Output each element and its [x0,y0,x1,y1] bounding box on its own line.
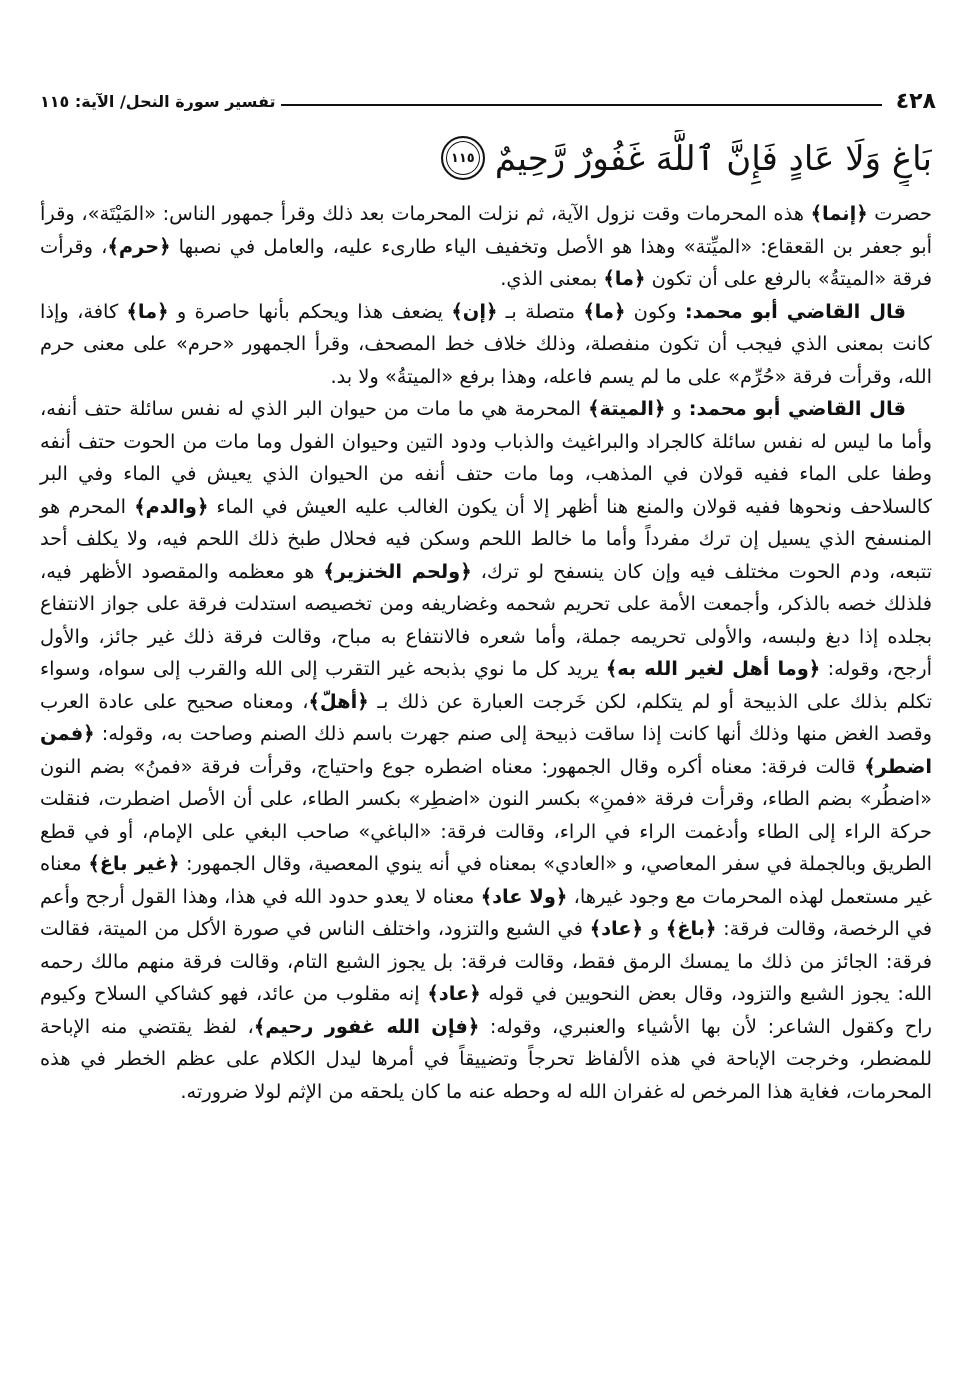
paragraph-text: في الشبع والتزود، واختلف الناس في صورة الأكل من الميتة، فقالت فرقة: الجائز من ذلك ما يمسك الرمق فقط، وقالت فرقة: بل يجوز الشبع التام، وقالت فرقة منهم مالك رحمه الله: يجوز الشبع والتزود، وقال بعض النحويين في قوله [40,917,932,1005]
emphasized-term: ﴿حرم﴾ [107,234,171,258]
emphasized-term: ﴿فمن اضطر﴾ [40,722,932,778]
verse-number-marker: ١١٥ [441,136,485,180]
paragraph-text: معناه غير مستعمل لهذه المحرمات مع وجود غيرها، [40,852,932,908]
paragraph-text: المحرمة هي ما مات من حيوان البر الذي له نفس سائلة حتف أنفه، وأما ما ليس له نفس سائلة كالجراد والبراغيث والذباب ودود التين وحيوان الفول وما مات من الحوت حتف أنفه وطفا على الماء ففيه قولان في المذهب، وما مات حتف أنفه من الحيوان الذي يعيش في الماء وفي البر كالسلاحف ونحوها ففيه قولان والمنع هنا أظهر إلا أن يكون الغالب عليه العيش في الماء [40,397,932,518]
paragraph-text: إنه مقلوب من عائد، فهو كشاكي السلاح وكيوم راح وكقول الشاعر: لأن بها الأشياء والعنبري، وقوله: [40,982,933,1038]
emphasized-term: ﴿ولحم الخنزير﴾ [323,559,472,583]
running-title: تفسير سورة النحل/ الآية: ١١٥ [40,91,276,111]
emphasized-term: ﴿عاد﴾ [427,982,481,1005]
emphasized-term: ﴿وما أهل لغير الله به﴾ [605,657,821,680]
paragraph-text: قالت فرقة: معناه أكره وقال الجمهور: معناه اضطره جوع واحتياج، وقرأت فرقة «فمنُ» بضم النون «اضطُر» بضم الطاء، وقرأت فرقة «فمنِ» بكسر النون «اضطِر» بكسر الطاء، على أن الأصل اضطرت، فنقلت حركة الراء إلى الطاء وأدغمت الراء في الراء، وقالت فرقة: «الباغي» صاحب البغي على الإمام، أو في قطع الطريق وبالجملة في سفر المعاصي، و «العادي» بمعناه في أنه ينوي المعصية، وقال الجمهور: [40,754,932,875]
emphasized-term: ﴿أهلّ﴾ [308,689,369,713]
paragraph-text: و [642,917,666,940]
emphasized-term: ﴿فإن الله غفور رحيم﴾ [253,1014,480,1038]
emphasized-term: ﴿ما﴾ [583,299,626,323]
paragraph-text: ، لفظ يقتضي منه الإباحة للمضطر، وخرجت الإباحة في هذه الألفاظ تحرجاً وتضييقاً في أمرها ليدل الكلام على عظم الخطر في هذه المحرمات، فغاية هذا المرخص له غفران الله له وحطه عنه ما كان يلحقه من الإثم لولا ضرورته. [40,1014,932,1103]
page-header [40,86,936,116]
paragraph-text: بمعنى الذي. [500,267,604,290]
paragraph-text: كافة، وإذا كانت بمعنى الذي فيجب أن تكون منفصلة، وذلك خلاف خط المصحف، وقرأ الجمهور «حرم» على معنى حرم الله، وقرأت فرقة «حُرِّم» على ما لم يسم فاعله، وهذا برفع «الميتةُ» ولا بد. [40,299,932,388]
page-number: ٤٢٨ [895,88,936,114]
header-rule [281,104,881,106]
emphasized-term: قال القاضي أبو محمد: [684,299,907,323]
emphasized-term: ﴿عاد﴾ [589,917,643,940]
emphasized-term: ﴿إنما﴾ [810,202,868,225]
emphasized-term: ﴿باغ﴾ [665,917,717,940]
verse-text: بَاغٍ وَلَا عَادٍ فَإِنَّ ٱللَّهَ غَفُورٌ رَّحِيمٌ [494,138,932,179]
paragraph-p1 [40,198,932,296]
commentary-body [40,198,932,1366]
emphasized-term: ﴿ما﴾ [126,299,169,323]
paragraph-text: هو معظمه والمقصود الأظهر فيه، فلذلك خصه بالذكر، وأجمعت الأمة على تحريم شحمه وغضاريفه ومن تخصيصه استدلت فرقة على جواز الانتفاع بجلده إذا دبغ ولبسه، والأولى تحريمه جملة، وأما شعره فالانتفاع به مباح، وقالت فرقة ذلك غير جائز، والأول أرجح، وقوله: [40,559,932,680]
paragraph-text: وكون [625,299,685,323]
emphasized-term: ﴿غير باغ﴾ [88,852,180,875]
emphasized-term: ﴿والدم﴾ [134,494,209,518]
emphasized-term: ﴿إن﴾ [451,299,498,323]
emphasized-term: ﴿ولا عاد﴾ [480,884,568,908]
paragraph-p3 [40,393,932,1108]
paragraph-text: متصلة بـ [497,299,584,323]
paragraph-text: حصرت [867,202,932,225]
paragraph-text: معناه لا يعدو حدود الله في هذا، وهذا القول أرجح وأعم في الرخصة، وقالت فرقة: [40,884,933,940]
paragraph-text: و [665,397,689,420]
emphasized-term: ﴿الميتة﴾ [588,397,666,420]
emphasized-term: قال القاضي أبو محمد: [688,397,906,420]
paragraph-text: يضعف هذا ويحكم بأنها حاصرة و [168,299,452,323]
paragraph-p2 [40,296,932,394]
paragraph-text: ، ومعناه صحيح على عادة العرب وقصد الغض منها وذلك أنها كانت إذا ساقت ذبيحة إلى صنم جهرت باسم ذلك الصنم وصاحت به، وقوله: [40,689,932,745]
paragraph-text: المحرم هو المنسفح الذي يسيل إن ترك مفرداً وأما ما خالط اللحم وسكن فيه فحلال طبخ ذلك اللحم فيه، ولا يكلف أحد تتبعه، ودم الحوت مختلف فيه وإن كان ينسفح لو ترك، [40,494,932,583]
paragraph-text: يريد كل ما نوي بذبحه غير التقرب إلى الله والقرب إلى سواه، وسواء تكلم بذلك على الذبيحة أو لم يتكلم، لكن خَرجت العبارة عن ذلك بـ [40,657,932,713]
quran-verse-line [360,130,932,186]
paragraph-text: ، وقرأت فرقة «الميتةُ» بالرفع على أن تكون [40,234,932,290]
paragraph-text: هذه المحرمات وقت نزول الآية، ثم نزلت المحرمات بعد ذلك وقرأ جمهور الناس: «المَيْتَة»، وقرأ أبو جعفر بن القعقاع: «الميِّتة» وهذا هو الأصل وتخفيف الياء طارىء عليه، والعامل في نصبها [40,202,932,258]
emphasized-term: ﴿ما﴾ [603,267,646,290]
